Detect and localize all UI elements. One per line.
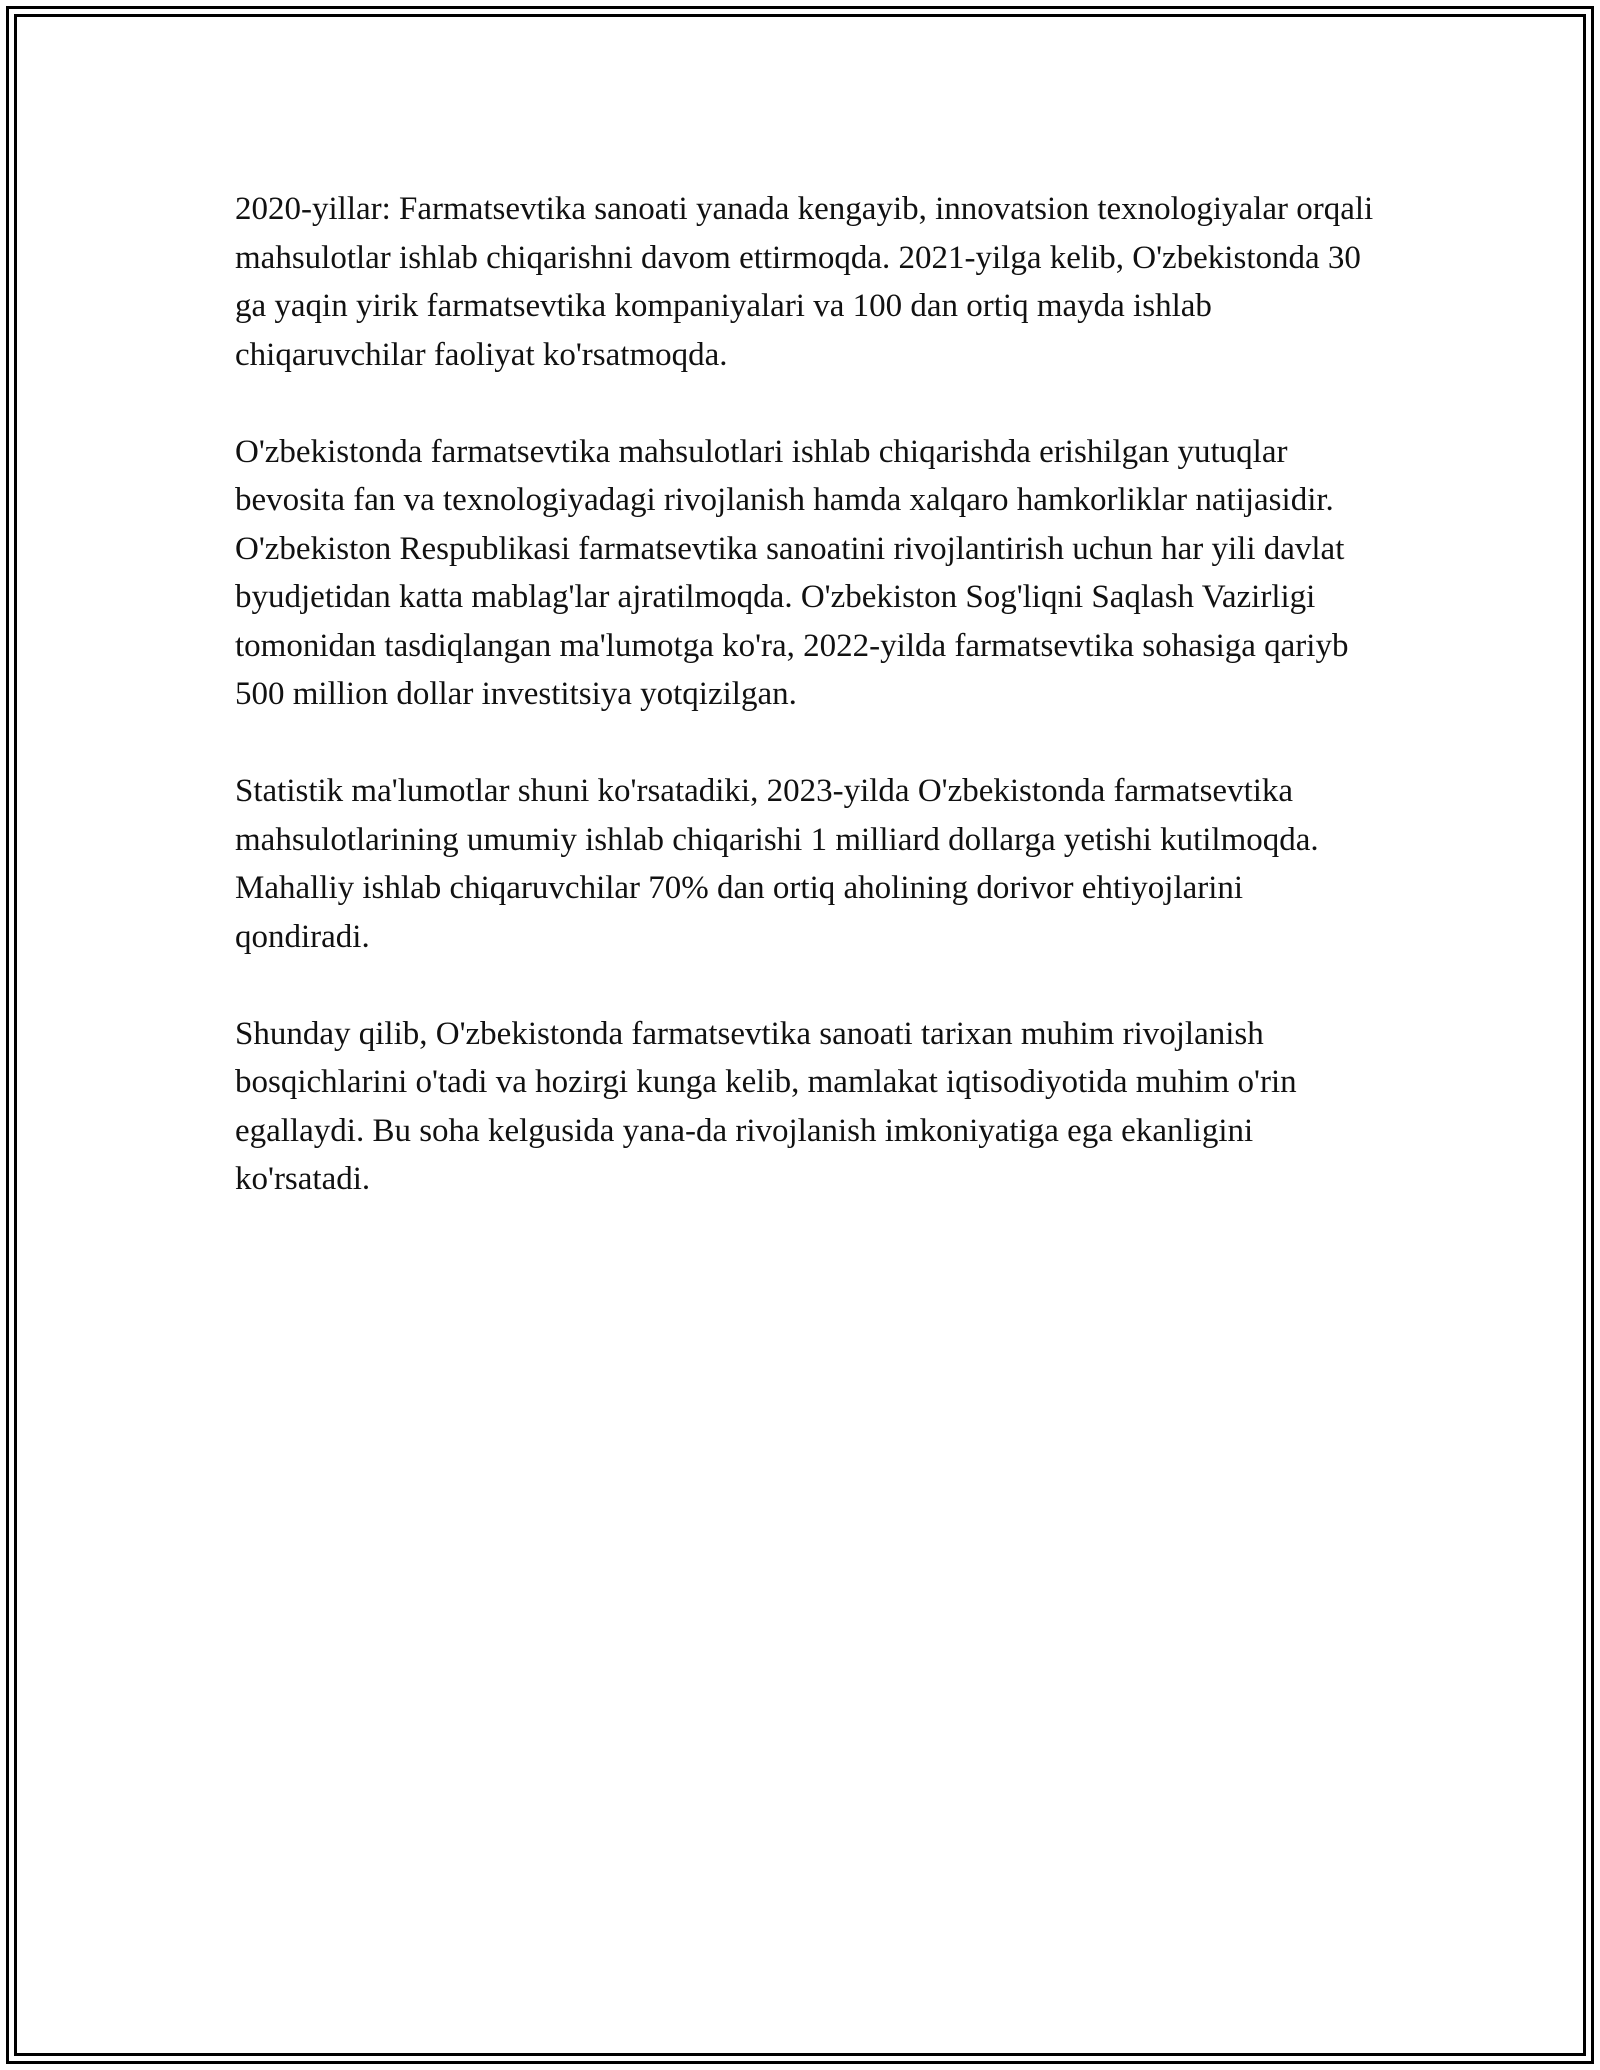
paragraph-achievements-investment: O'zbekistonda farmatsevtika mahsulotlari ishlab chiqarishda erishilgan yutuqlar bevosita fan va texnologiyadagi rivojlanish hamda xalqaro hamkorliklar natijasidir. O'zbekiston Respublikasi farmatsevtika sanoatini rivojlantirish uchun har yili davlat byudjetidan katta mablag'lar ajratilmoqda. O'zbekiston Sog'liqni Saqlash Vazirligi tomonidan tasdiqlangan ma'lumotga ko'ra, 2022-yilda farmatsevtika sohasiga qariyb 500 million dollar investitsiya yotqizilgan. — [235, 433, 1349, 712]
paragraph-conclusion: Shunday qilib, O'zbekistonda farmatsevtika sanoati tarixan muhim rivojlanish bosqichlarini o'tadi va hozirgi kunga kelib, mamlakat iqtisodiyotida muhim o'rin egallaydi. Bu soha kelgusida yana-da rivojlanish imkoniyatiga ega ekanligini ko'rsatadi. — [235, 1015, 1297, 1197]
paragraph-statistics-2023: Statistik ma'lumotlar shuni ko'rsatadiki, 2023-yilda O'zbekistonda farmatsevtika mahsulotlarining umumiy ishlab chiqarishi 1 milliard dollarga yetishi kutilmoqda. Mahalliy ishlab chiqaruvchilar 70% dan ortiq aholining dorivor ehtiyojlarini qondiradi. — [235, 773, 1319, 955]
paragraph-industry-2020s: 2020-yillar: Farmatsevtika sanoati yanada kengayib, innovatsion texnologiyalar orqali mahsulotlar ishlab chiqarishni davom ettirmoqda. 2021-yilga kelib, O'zbekistonda 30 ga yaqin yirik farmatsevtika kompaniyalari va 100 dan ortiq mayda ishlab chiqaruvchilar faoliyat ko'rsatmoqda. — [235, 191, 1374, 373]
document-body — [235, 185, 1375, 1252]
